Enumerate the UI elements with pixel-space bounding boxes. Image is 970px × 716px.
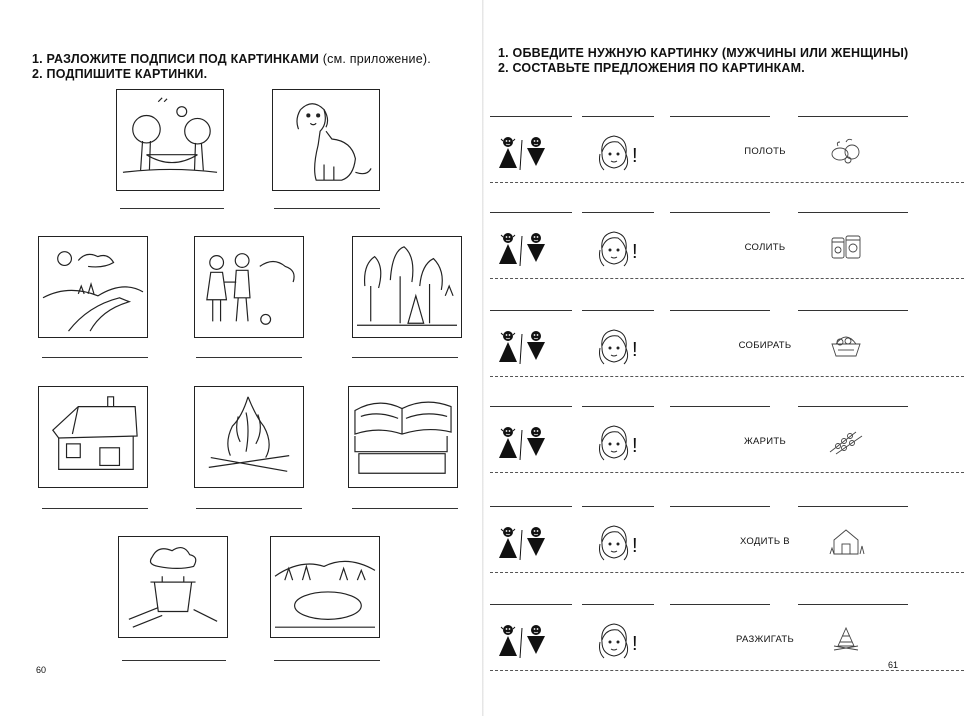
right-page: [484, 0, 970, 716]
answer-line[interactable]: [352, 508, 458, 509]
answer-line[interactable]: [582, 310, 654, 311]
man-icon: [527, 331, 545, 360]
forest-picture: [352, 236, 462, 338]
answer-line[interactable]: [490, 506, 572, 507]
vegetables-icon: [826, 136, 866, 166]
house-picture: [38, 386, 148, 488]
woman-icon: [499, 137, 517, 168]
answer-line[interactable]: [670, 506, 770, 507]
exclamation-mark: !: [632, 145, 638, 167]
answer-line[interactable]: [798, 310, 908, 311]
left-instruction-2: [32, 67, 472, 82]
man-icon: [527, 233, 545, 262]
exercise-row: [484, 212, 970, 310]
answer-line[interactable]: [670, 310, 770, 311]
right-instruction-2: [498, 61, 958, 76]
girl-face-icon: [596, 620, 642, 660]
woman-icon: [499, 233, 517, 264]
answer-line[interactable]: [490, 604, 572, 605]
answer-line[interactable]: [582, 406, 654, 407]
instruction-text: ПОДПИШИТЕ КАРТИНКИ.: [46, 67, 208, 81]
right-instruction-1: [498, 46, 958, 61]
exercise-row: [484, 406, 970, 504]
left-instructions: [32, 52, 472, 82]
man-icon: [527, 527, 545, 556]
answer-line[interactable]: [196, 357, 302, 358]
exclamation-mark: !: [632, 339, 638, 361]
basket-icon: [826, 330, 866, 360]
gender-choice[interactable]: [496, 232, 548, 268]
gender-choice[interactable]: [496, 426, 548, 462]
gender-choice[interactable]: [496, 330, 548, 366]
woman-icon: [499, 625, 517, 656]
man-icon: [527, 427, 545, 456]
answer-line[interactable]: [42, 357, 148, 358]
lake-picture: [270, 536, 380, 638]
answer-line[interactable]: [196, 508, 302, 509]
hammock-picture: [116, 89, 224, 191]
woman-icon: [499, 427, 517, 458]
dashed-answer-line[interactable]: [490, 472, 964, 473]
exclamation-mark: !: [632, 435, 638, 457]
answer-line[interactable]: [490, 310, 572, 311]
answer-line[interactable]: [582, 604, 654, 605]
answer-line[interactable]: [490, 212, 572, 213]
answer-line[interactable]: [582, 212, 654, 213]
campfire-picture: [194, 386, 304, 488]
books-picture: [348, 386, 458, 488]
answer-line[interactable]: [490, 116, 572, 117]
answer-line[interactable]: [274, 660, 380, 661]
answer-line[interactable]: [798, 506, 908, 507]
skewers-icon: [826, 426, 866, 456]
answer-line[interactable]: [670, 116, 770, 117]
instruction-number: 2.: [498, 61, 509, 75]
verb-label: ПОЛОТЬ: [744, 146, 786, 157]
instruction-number: 1.: [498, 46, 509, 60]
answer-line[interactable]: [490, 406, 572, 407]
gender-choice[interactable]: [496, 624, 548, 660]
man-icon: [527, 137, 545, 166]
exercise-row: [484, 604, 970, 702]
left-page: [0, 0, 484, 716]
bathhouse-icon: [826, 526, 866, 556]
gender-choice[interactable]: [496, 136, 548, 172]
girl-face-icon: [596, 522, 642, 562]
girl-face-icon: [596, 422, 642, 462]
instruction-text: ОБВЕДИТЕ НУЖНУЮ КАРТИНКУ (МУЖЧИНЫ ИЛИ ЖЕНЩИНЫ): [512, 46, 909, 60]
instruction-number: 2.: [32, 67, 43, 81]
girl-face-icon: [596, 326, 642, 366]
exclamation-mark: !: [632, 241, 638, 263]
exclamation-mark: !: [632, 633, 638, 655]
instruction-text: СОСТАВЬТЕ ПРЕДЛОЖЕНИЯ ПО КАРТИНКАМ.: [512, 61, 805, 75]
instruction-number: 1.: [32, 52, 43, 66]
landscape-picture: [38, 236, 148, 338]
man-icon: [527, 625, 545, 654]
exclamation-mark: !: [632, 535, 638, 557]
gender-choice[interactable]: [496, 526, 548, 562]
answer-line[interactable]: [670, 406, 770, 407]
answer-line[interactable]: [274, 208, 380, 209]
answer-line[interactable]: [798, 212, 908, 213]
answer-line[interactable]: [582, 116, 654, 117]
verb-label: СОЛИТЬ: [744, 242, 786, 253]
verb-label: РАЗЖИГАТЬ: [735, 634, 795, 645]
instruction-text: РАЗЛОЖИТЕ ПОДПИСИ ПОД КАРТИНКАМИ: [46, 52, 320, 66]
answer-line[interactable]: [120, 208, 224, 209]
left-instruction-1: [32, 52, 472, 67]
exercise-row: [484, 506, 970, 604]
answer-line[interactable]: [798, 604, 908, 605]
answer-line[interactable]: [670, 604, 770, 605]
dashed-answer-line[interactable]: [490, 572, 964, 573]
verb-label: ЖАРИТЬ: [743, 436, 787, 447]
woman-icon: [499, 331, 517, 362]
dashed-answer-line[interactable]: [490, 670, 964, 671]
page-number: 60: [36, 665, 47, 675]
jars-icon: [826, 232, 866, 262]
instruction-note: (см. приложение).: [322, 52, 431, 66]
bonfire-icon: [826, 624, 866, 654]
answer-line[interactable]: [582, 506, 654, 507]
answer-line[interactable]: [798, 116, 908, 117]
page-number: 61: [888, 660, 899, 670]
dashed-answer-line[interactable]: [490, 278, 964, 279]
woman-icon: [499, 527, 517, 558]
exercise-row: [484, 310, 970, 408]
bath-picture: [118, 536, 228, 638]
right-instructions: [498, 46, 958, 76]
children-picture: [194, 236, 304, 338]
answer-line[interactable]: [42, 508, 148, 509]
dashed-answer-line[interactable]: [490, 182, 964, 183]
girl-face-icon: [596, 132, 642, 172]
answer-line[interactable]: [352, 357, 458, 358]
girl-face-icon: [596, 228, 642, 268]
dog-picture: [272, 89, 380, 191]
verb-label: СОБИРАТЬ: [738, 340, 792, 351]
answer-line[interactable]: [798, 406, 908, 407]
answer-line[interactable]: [122, 660, 226, 661]
exercise-row: [484, 116, 970, 214]
dashed-answer-line[interactable]: [490, 376, 964, 377]
verb-label: ХОДИТЬ В: [740, 536, 790, 547]
answer-line[interactable]: [670, 212, 770, 213]
